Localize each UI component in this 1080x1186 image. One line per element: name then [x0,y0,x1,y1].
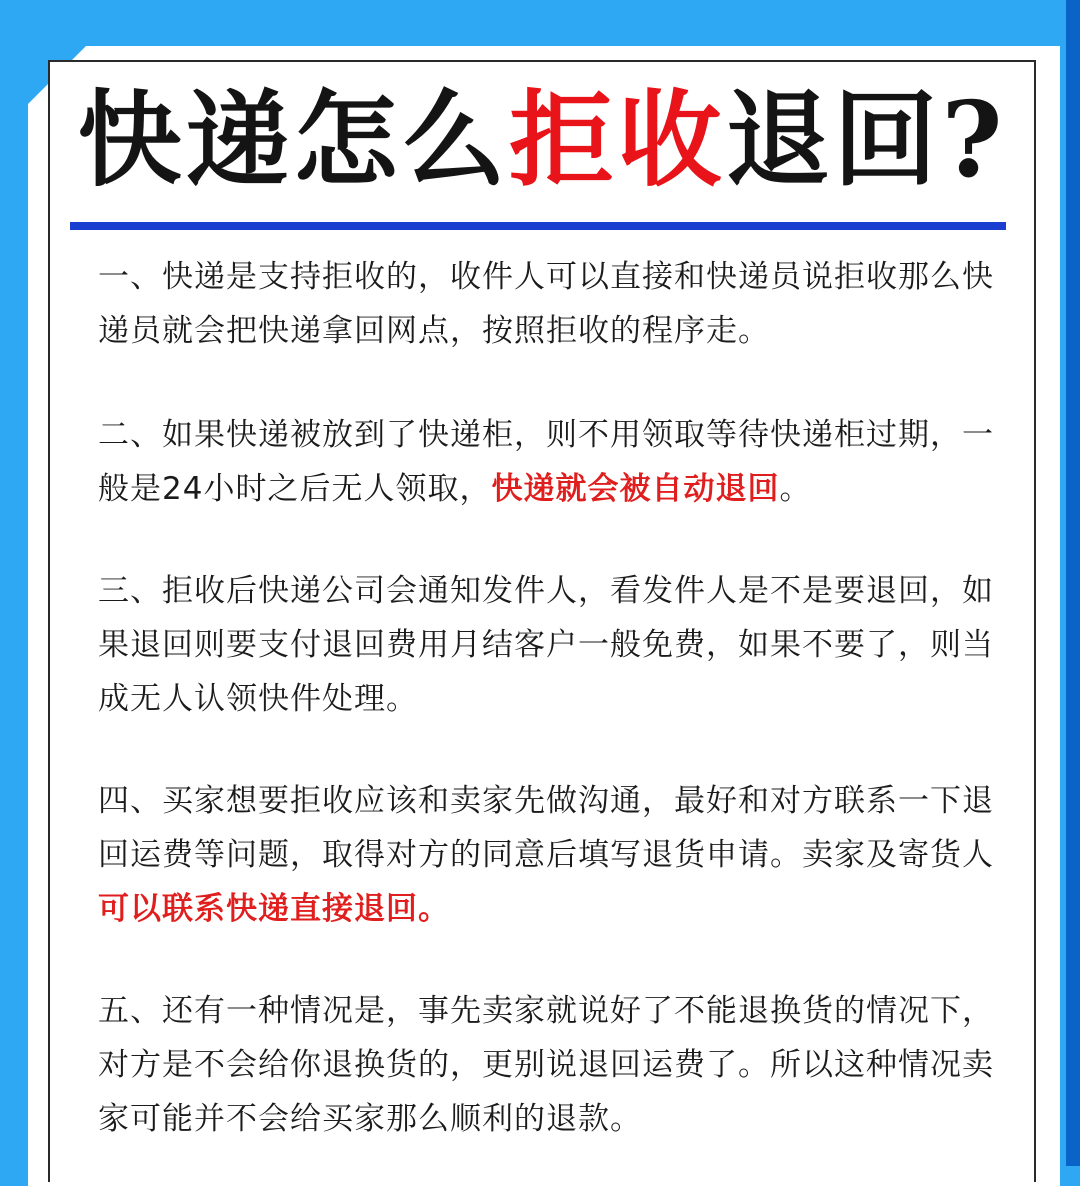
paragraph-1-text: 一、快递是支持拒收的，收件人可以直接和快递员说拒收那么快递员就会把快递拿回网点，按照拒收的程序走。 [98,259,994,349]
title-highlight: 拒收 [509,78,726,201]
paragraph-4-text: 四、买家想要拒收应该和卖家先做沟通，最好和对方联系一下退回运费等问题，取得对方的同意后填写退货申请。卖家及寄货人 [98,783,994,873]
paragraph-2-text: 二、如果快递被放到了快递柜，则不用领取等待快递柜过期，一般是24小时之后无人领取， [98,417,994,507]
title-part-1: 快递怎么 [77,78,510,201]
title-divider [70,222,1006,230]
paragraph-4-highlight: 可以联系快递直接退回。 [98,891,450,927]
paragraph-2-highlight: 快递就会被自动退回 [491,471,780,507]
paragraph-5-text: 五、还有一种情况是，事先卖家就说好了不能退换货的情况下，对方是不会给你退换货的，更别说退回运费了。所以这种情况卖家可能并不会给买家那么顺利的退款。 [98,993,994,1137]
paragraph-1 [98,250,1004,358]
title-part-2: 退回? [725,78,1007,201]
page-title [62,70,1022,210]
paragraph-3 [98,564,1004,726]
background-edge [1066,0,1080,1166]
paragraph-5 [98,984,1004,1146]
paragraph-3-text: 三、拒收后快递公司会通知发件人，看发件人是不是要退回，如果退回则要支付退回费用月结客户一般免费，如果不要了，则当成无人认领快件处理。 [98,573,994,717]
paragraph-2 [98,408,1004,516]
paragraph-2-text-end: 。 [779,471,812,507]
paragraph-4 [98,774,1004,936]
